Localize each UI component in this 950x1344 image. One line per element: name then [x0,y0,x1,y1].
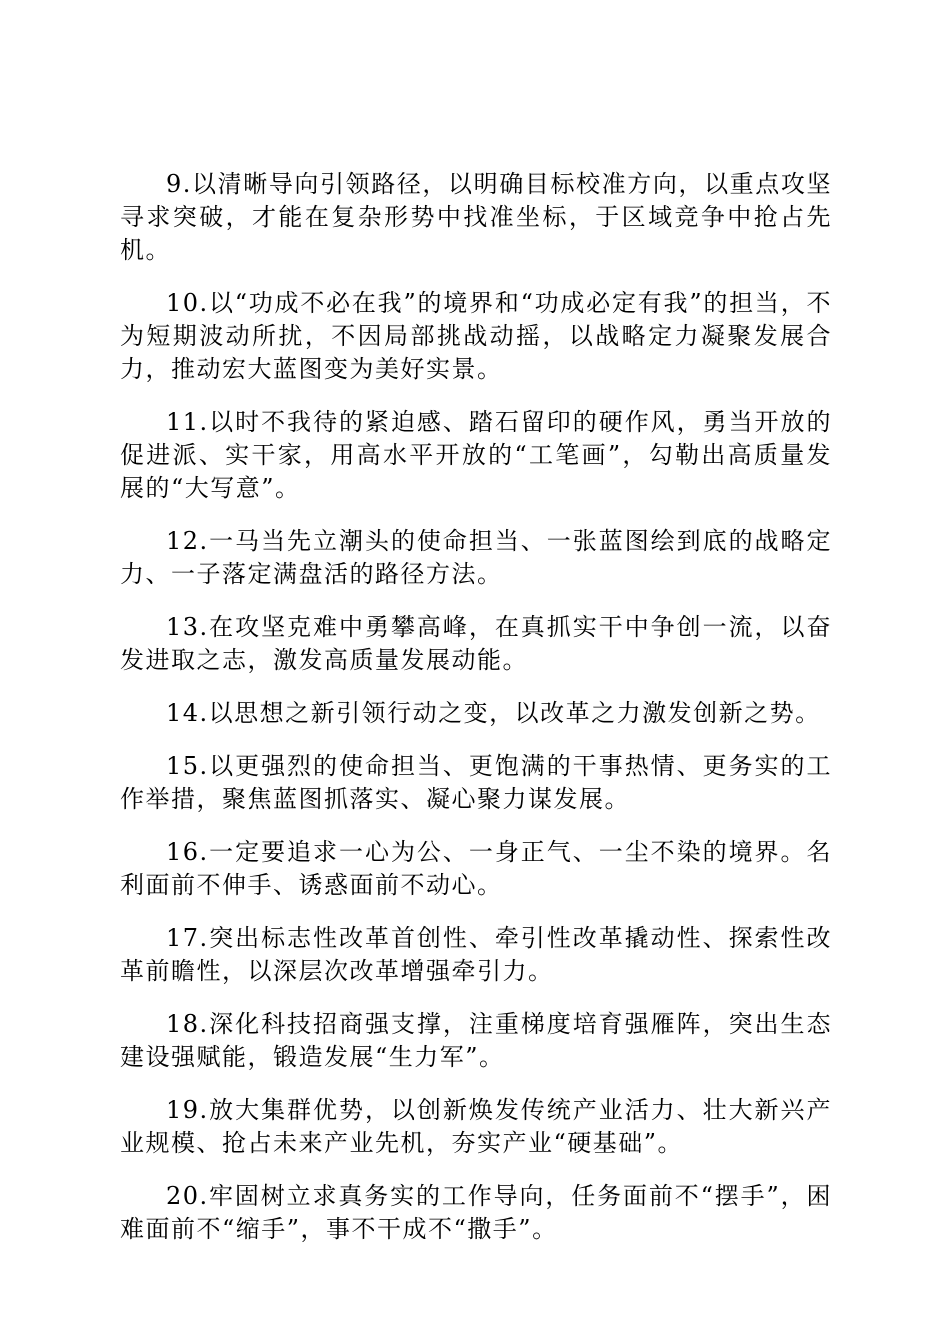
paragraph-15: 15.以更强烈的使命担当、更饱满的干事热情、更务实的工作举措，聚焦蓝图抓落实、凝心聚力谋发展。 [120,752,832,813]
paragraph-11: 11.以时不我待的紧迫感、踏石留印的硬作风，勇当开放的促进派、实干家，用高水平开放的“工笔画”，勾勒出高质量发展的“大写意”。 [120,408,832,502]
paragraph-10: 10.以“功成不必在我”的境界和“功成必定有我”的担当，不为短期波动所扰，不因局部挑战动摇，以战略定力凝聚发展合力，推动宏大蓝图变为美好实景。 [120,289,832,383]
document-body [120,168,832,1266]
paragraph-17: 17.突出标志性改革首创性、牵引性改革撬动性、探索性改革前瞻性，以深层次改革增强牵引力。 [120,924,832,985]
paragraph-16: 16.一定要追求一心为公、一身正气、一尘不染的境界。名利面前不伸手、诱惑面前不动心。 [120,838,832,899]
paragraph-18: 18.深化科技招商强支撑，注重梯度培育强雁阵，突出生态建设强赋能，锻造发展“生力军”。 [120,1010,832,1071]
paragraph-9: 9.以清晰导向引领路径，以明确目标校准方向，以重点攻坚寻求突破，才能在复杂形势中找准坐标，于区域竞争中抢占先机。 [120,170,832,264]
paragraph-20: 20.牢固树立求真务实的工作导向，任务面前不“摆手”，困难面前不“缩手”，事不干成不“撒手”。 [120,1182,832,1243]
paragraph-13: 13.在攻坚克难中勇攀高峰，在真抓实干中争创一流，以奋发进取之志，激发高质量发展动能。 [120,613,832,674]
paragraph-12: 12.一马当先立潮头的使命担当、一张蓝图绘到底的战略定力、一子落定满盘活的路径方法。 [120,527,832,588]
paragraph-14: 14.以思想之新引领行动之变，以改革之力激发创新之势。 [166,699,821,727]
paragraph-19: 19.放大集群优势，以创新焕发传统产业活力、壮大新兴产业规模、抢占未来产业先机，夯实产业“硬基础”。 [120,1096,832,1157]
